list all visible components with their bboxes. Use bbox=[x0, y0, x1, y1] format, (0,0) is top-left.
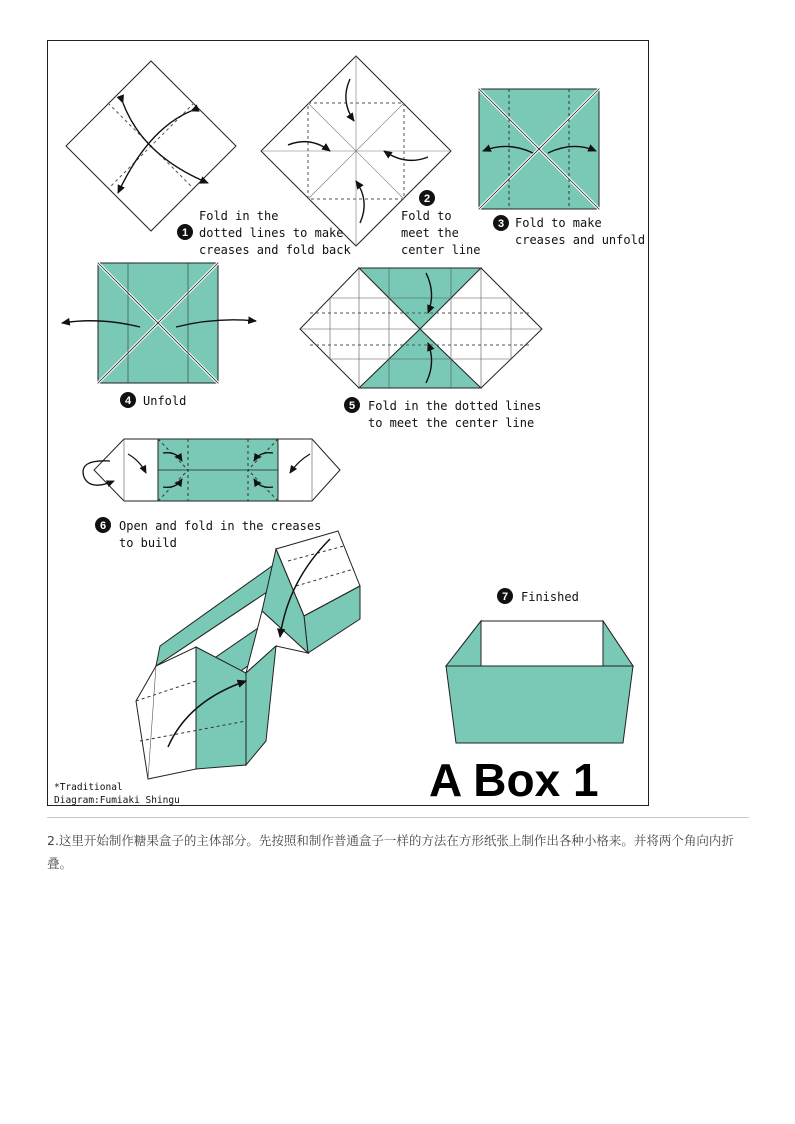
svg-text:to meet the center line: to meet the center line bbox=[368, 416, 535, 430]
svg-text:1: 1 bbox=[181, 227, 189, 239]
svg-text:4: 4 bbox=[124, 395, 132, 407]
svg-text:7: 7 bbox=[501, 591, 509, 603]
step3-figure bbox=[479, 89, 599, 209]
caption-paragraph: 2.这里开始制作糖果盒子的主体部分。先按照和制作普通盒子一样的方法在方形纸张上制作出各种小格来。并将两个角向内折叠。 bbox=[47, 833, 734, 871]
diagram-title: A Box 1 bbox=[429, 754, 599, 806]
svg-text:Fold in the: Fold in the bbox=[199, 209, 279, 223]
step6-figure bbox=[83, 439, 340, 501]
divider bbox=[47, 817, 749, 818]
svg-text:2: 2 bbox=[423, 193, 431, 205]
step7-figure bbox=[446, 621, 633, 743]
svg-text:Open and fold in the creases: Open and fold in the creases bbox=[119, 519, 322, 533]
svg-text:3: 3 bbox=[497, 218, 505, 230]
svg-text:creases and unfold: creases and unfold bbox=[515, 233, 646, 247]
step1-figure bbox=[66, 61, 236, 231]
step7-label bbox=[497, 588, 579, 604]
svg-text:Fold in the dotted lines: Fold in the dotted lines bbox=[368, 399, 542, 413]
svg-text:5: 5 bbox=[348, 400, 356, 412]
step2-label bbox=[401, 190, 480, 257]
svg-text:Unfold: Unfold bbox=[143, 394, 187, 408]
svg-text:creases and fold back: creases and fold back bbox=[199, 243, 351, 257]
svg-text:meet the: meet the bbox=[401, 226, 459, 240]
svg-text:Fold to make: Fold to make bbox=[515, 216, 602, 230]
step1-label bbox=[177, 209, 351, 257]
svg-text:dotted lines to make: dotted lines to make bbox=[199, 226, 344, 240]
origami-diagram bbox=[47, 40, 649, 806]
credit-line-1: *Traditional bbox=[54, 782, 123, 793]
step5-figure bbox=[300, 268, 542, 388]
step4-figure bbox=[62, 263, 256, 383]
svg-text:to build: to build bbox=[119, 536, 177, 550]
step4-label bbox=[120, 392, 186, 408]
svg-text:center line: center line bbox=[401, 243, 481, 257]
svg-text:Finished: Finished bbox=[521, 590, 579, 604]
step6-label bbox=[95, 517, 321, 550]
credit-line-2: Diagram:Fumiaki Shingu bbox=[54, 795, 180, 806]
diagram-canvas bbox=[48, 41, 650, 807]
step6-build-figure bbox=[136, 531, 360, 779]
step5-label bbox=[344, 397, 541, 430]
svg-text:6: 6 bbox=[99, 520, 107, 532]
step3-label bbox=[493, 215, 645, 247]
svg-text:Fold to: Fold to bbox=[401, 209, 452, 223]
